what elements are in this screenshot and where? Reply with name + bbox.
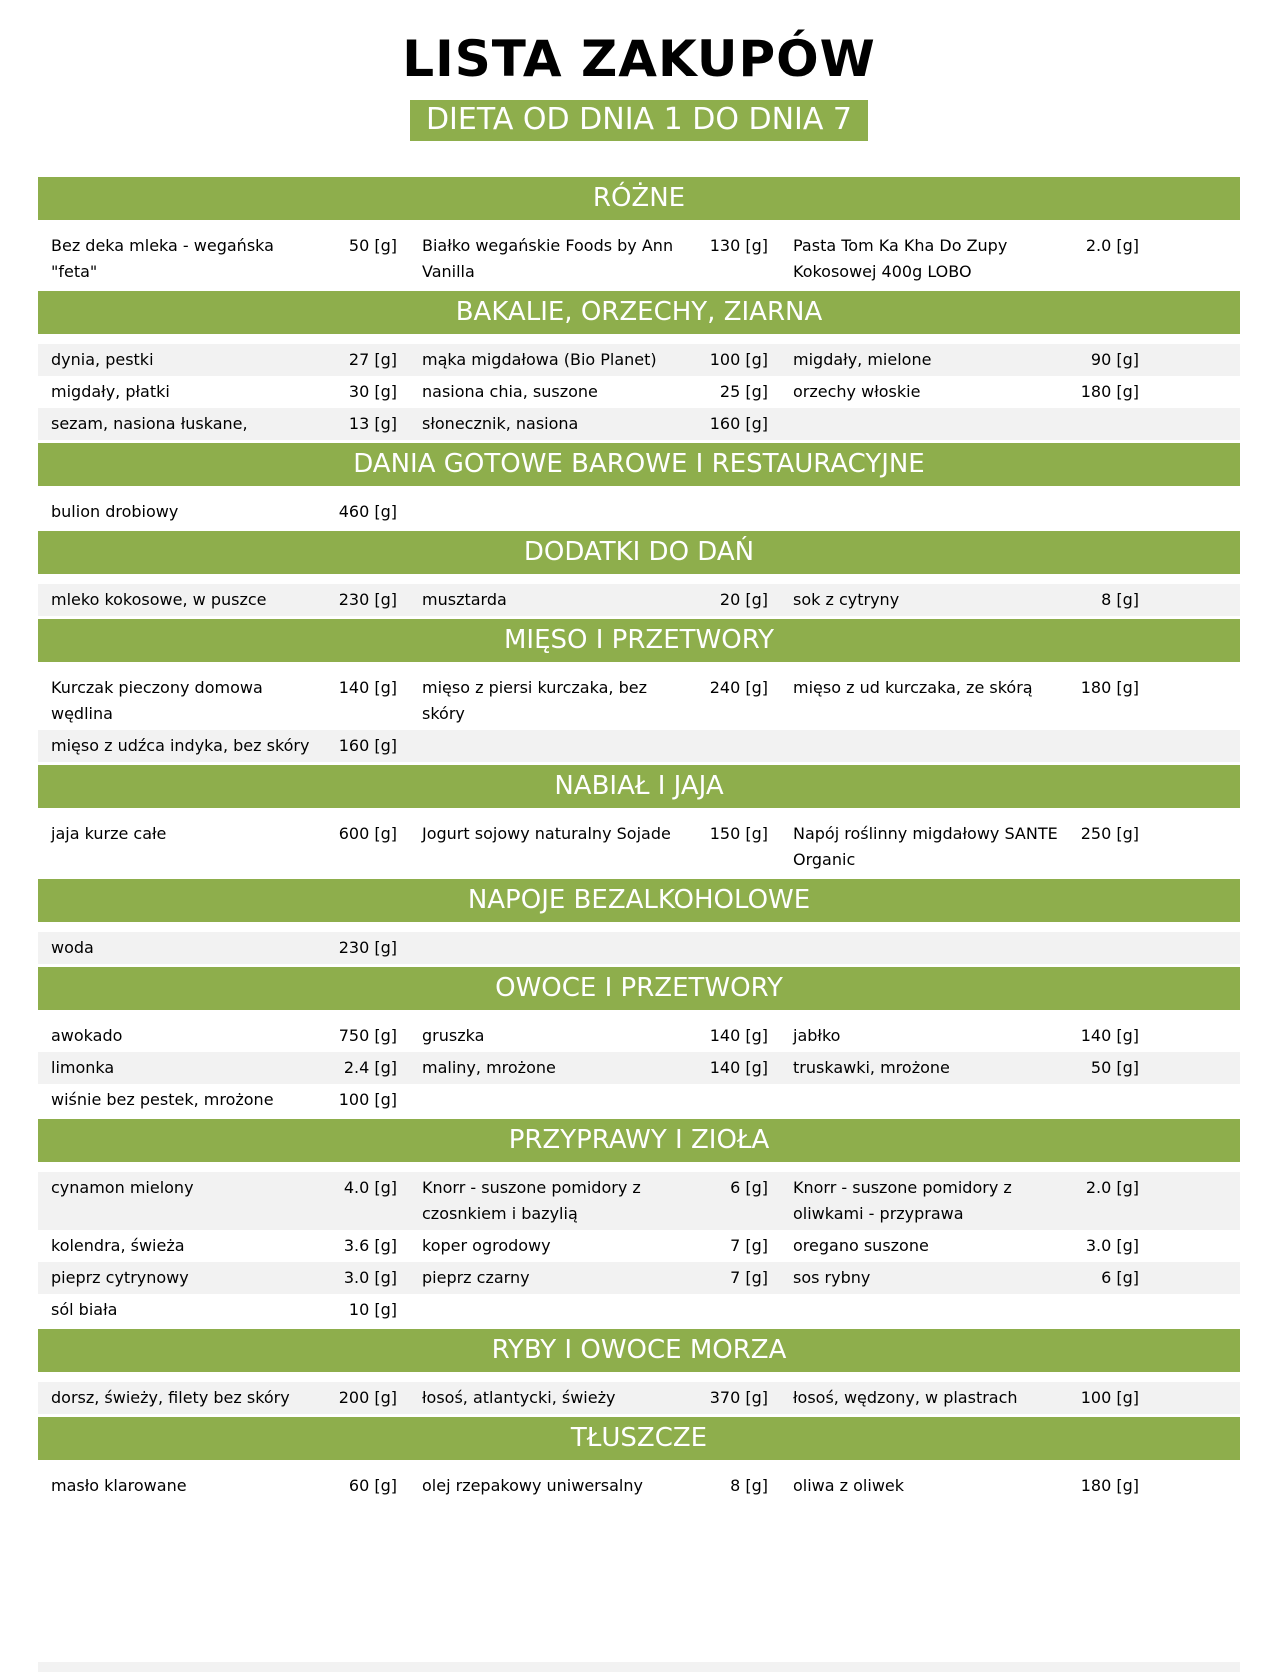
item-name: mąka migdałowa (Bio Planet) [422, 350, 657, 369]
item-quantity: 2.0 [g] [1085, 236, 1139, 255]
item-name: migdały, płatki [51, 382, 170, 401]
item-name: limonka [51, 1058, 115, 1077]
list-item [422, 1023, 768, 1049]
section-header: RÓŻNE [38, 177, 1240, 220]
item-name: Jogurt sojowy naturalny Sojade [422, 824, 671, 843]
item-name: Bez deka mleka - wegańska "feta" [51, 236, 274, 281]
diet-range-banner: DIETA OD DNIA 1 DO DNIA 7 [410, 100, 868, 141]
item-row [38, 1262, 1240, 1294]
page-content [38, 30, 1240, 1502]
item-row [38, 1172, 1240, 1230]
item-quantity: 750 [g] [338, 1026, 397, 1045]
list-item [51, 1385, 397, 1411]
item-quantity: 3.6 [g] [343, 1236, 397, 1255]
list-item [51, 1233, 397, 1259]
list-item [51, 935, 397, 961]
list-item [422, 821, 768, 873]
item-name: mięso z udźca indyka, bez skóry [51, 736, 310, 755]
item-quantity: 230 [g] [338, 590, 397, 609]
item-row [38, 230, 1240, 288]
bottom-row-strip [38, 1662, 1240, 1672]
item-name: sos rybny [793, 1268, 871, 1287]
item-row [38, 1230, 1240, 1262]
item-name: słonecznik, nasiona [422, 414, 579, 433]
list-item [51, 1265, 397, 1291]
item-name: pieprz cytrynowy [51, 1268, 189, 1287]
item-name: cynamon mielony [51, 1178, 194, 1197]
item-name: awokado [51, 1026, 123, 1045]
item-quantity: 8 [g] [730, 1476, 768, 1495]
item-quantity: 180 [g] [1080, 678, 1139, 697]
list-item [51, 1473, 397, 1499]
item-name: migdały, mielone [793, 350, 932, 369]
item-row [38, 818, 1240, 876]
list-item [422, 1233, 768, 1259]
item-quantity: 250 [g] [1080, 824, 1139, 843]
item-name: Knorr - suszone pomidory z oliwkami - przyprawa [793, 1178, 1012, 1223]
item-quantity: 140 [g] [709, 1026, 768, 1045]
item-name: musztarda [422, 590, 507, 609]
list-item [51, 499, 397, 525]
list-item [793, 1175, 1139, 1227]
list-item [422, 1265, 768, 1291]
empty-cell [793, 1297, 1139, 1323]
list-item [51, 233, 397, 285]
empty-cell [793, 935, 1139, 961]
item-quantity: 240 [g] [709, 678, 768, 697]
list-item [51, 733, 397, 759]
section-header: NABIAŁ I JAJA [38, 765, 1240, 808]
item-row [38, 1020, 1240, 1052]
item-name: Kurczak pieczony domowa wędlina [51, 678, 263, 723]
item-quantity: 7 [g] [730, 1268, 768, 1287]
item-quantity: 6 [g] [1101, 1268, 1139, 1287]
item-quantity: 200 [g] [338, 1388, 397, 1407]
list-item [51, 1023, 397, 1049]
list-item [422, 347, 768, 373]
item-quantity: 100 [g] [1080, 1388, 1139, 1407]
section-header: BAKALIE, ORZECHY, ZIARNA [38, 291, 1240, 334]
item-quantity: 60 [g] [348, 1476, 397, 1495]
item-name: kolendra, świeża [51, 1236, 185, 1255]
item-quantity: 8 [g] [1101, 590, 1139, 609]
item-name: koper ogrodowy [422, 1236, 551, 1255]
list-item [793, 587, 1139, 613]
list-item [51, 675, 397, 727]
item-name: sól biała [51, 1300, 118, 1319]
list-item [793, 233, 1139, 285]
item-quantity: 100 [g] [709, 350, 768, 369]
item-name: bulion drobiowy [51, 502, 179, 521]
empty-cell [422, 1087, 768, 1113]
item-quantity: 140 [g] [1080, 1026, 1139, 1045]
list-item [422, 379, 768, 405]
item-quantity: 50 [g] [1090, 1058, 1139, 1077]
list-item [51, 347, 397, 373]
item-row [38, 1294, 1240, 1326]
section-header: DANIA GOTOWE BAROWE I RESTAURACYJNE [38, 443, 1240, 486]
list-item [51, 379, 397, 405]
item-quantity: 460 [g] [338, 502, 397, 521]
item-name: nasiona chia, suszone [422, 382, 598, 401]
list-item [793, 1055, 1139, 1081]
list-item [422, 1385, 768, 1411]
item-quantity: 160 [g] [338, 736, 397, 755]
item-name: oliwa z oliwek [793, 1476, 905, 1495]
item-name: maliny, mrożone [422, 1058, 556, 1077]
item-name: pieprz czarny [422, 1268, 530, 1287]
list-item [51, 1087, 397, 1113]
list-item [51, 821, 397, 873]
item-row [38, 672, 1240, 730]
item-quantity: 4.0 [g] [343, 1178, 397, 1197]
list-item [793, 1473, 1139, 1499]
list-item [51, 1055, 397, 1081]
item-name: wiśnie bez pestek, mrożone [51, 1090, 274, 1109]
item-name: sok z cytryny [793, 590, 900, 609]
item-row [38, 344, 1240, 376]
item-name: mięso z piersi kurczaka, bez skóry [422, 678, 647, 723]
item-row [38, 730, 1240, 762]
empty-cell [793, 733, 1139, 759]
item-quantity: 2.4 [g] [343, 1058, 397, 1077]
item-name: sezam, nasiona łuskane, [51, 414, 248, 433]
item-quantity: 370 [g] [709, 1388, 768, 1407]
item-quantity: 600 [g] [338, 824, 397, 843]
item-name: dorsz, świeży, filety bez skóry [51, 1388, 290, 1407]
item-row [38, 496, 1240, 528]
item-row [38, 1052, 1240, 1084]
item-quantity: 180 [g] [1080, 382, 1139, 401]
item-quantity: 90 [g] [1090, 350, 1139, 369]
item-name: jaja kurze całe [51, 824, 167, 843]
empty-cell [793, 411, 1139, 437]
item-quantity: 3.0 [g] [1085, 1236, 1139, 1255]
list-item [793, 347, 1139, 373]
item-name: truskawki, mrożone [793, 1058, 950, 1077]
list-item [51, 1175, 397, 1227]
empty-cell [422, 1297, 768, 1323]
list-item [793, 1233, 1139, 1259]
section-header: OWOCE I PRZETWORY [38, 967, 1240, 1010]
empty-cell [422, 733, 768, 759]
list-item [793, 1265, 1139, 1291]
item-quantity: 13 [g] [348, 414, 397, 433]
list-item [422, 587, 768, 613]
item-name: gruszka [422, 1026, 485, 1045]
item-name: mleko kokosowe, w puszce [51, 590, 267, 609]
list-item [422, 1473, 768, 1499]
item-row [38, 1084, 1240, 1116]
item-quantity: 180 [g] [1080, 1476, 1139, 1495]
empty-cell [793, 1087, 1139, 1113]
section-header: TŁUSZCZE [38, 1417, 1240, 1460]
list-item [422, 1175, 768, 1227]
item-quantity: 100 [g] [338, 1090, 397, 1109]
item-quantity: 7 [g] [730, 1236, 768, 1255]
item-name: olej rzepakowy uniwersalny [422, 1476, 643, 1495]
item-quantity: 150 [g] [709, 824, 768, 843]
page-title: LISTA ZAKUPÓW [402, 30, 876, 88]
item-quantity: 20 [g] [719, 590, 768, 609]
sections-container [38, 177, 1240, 1502]
empty-cell [422, 935, 768, 961]
item-quantity: 140 [g] [709, 1058, 768, 1077]
item-name: Knorr - suszone pomidory z czosnkiem i bazylią [422, 1178, 641, 1223]
item-quantity: 230 [g] [338, 938, 397, 957]
section-header: PRZYPRAWY I ZIOŁA [38, 1119, 1240, 1162]
list-item [422, 411, 768, 437]
item-quantity: 130 [g] [709, 236, 768, 255]
item-quantity: 10 [g] [348, 1300, 397, 1319]
item-name: Napój roślinny migdałowy SANTE Organic [793, 824, 1058, 869]
item-name: Białko wegańskie Foods by Ann Vanilla [422, 236, 674, 281]
list-item [793, 1023, 1139, 1049]
section-header: NAPOJE BEZALKOHOLOWE [38, 879, 1240, 922]
item-row [38, 1470, 1240, 1502]
item-row [38, 376, 1240, 408]
item-name: dynia, pestki [51, 350, 154, 369]
list-item [422, 1055, 768, 1081]
item-name: łosoś, wędzony, w plastrach [793, 1388, 1018, 1407]
item-row [38, 584, 1240, 616]
item-name: Pasta Tom Ka Kha Do Zupy Kokosowej 400g LOBO [793, 236, 1008, 281]
item-name: łosoś, atlantycki, świeży [422, 1388, 616, 1407]
item-quantity: 2.0 [g] [1085, 1178, 1139, 1197]
section-header: DODATKI DO DAŃ [38, 531, 1240, 574]
item-name: masło klarowane [51, 1476, 187, 1495]
item-quantity: 3.0 [g] [343, 1268, 397, 1287]
item-name: orzechy włoskie [793, 382, 921, 401]
item-row [38, 932, 1240, 964]
item-quantity: 50 [g] [348, 236, 397, 255]
item-name: jabłko [793, 1026, 841, 1045]
item-quantity: 140 [g] [338, 678, 397, 697]
list-item [51, 1297, 397, 1323]
item-quantity: 27 [g] [348, 350, 397, 369]
item-row [38, 1382, 1240, 1414]
item-name: woda [51, 938, 94, 957]
empty-cell [422, 499, 768, 525]
list-item [422, 675, 768, 727]
list-item [422, 233, 768, 285]
item-name: mięso z ud kurczaka, ze skórą [793, 678, 1033, 697]
section-header: RYBY I OWOCE MORZA [38, 1329, 1240, 1372]
empty-cell [793, 499, 1139, 525]
list-item [793, 675, 1139, 727]
list-item [51, 411, 397, 437]
item-row [38, 408, 1240, 440]
item-quantity: 6 [g] [730, 1178, 768, 1197]
section-header: MIĘSO I PRZETWORY [38, 619, 1240, 662]
list-item [51, 587, 397, 613]
item-quantity: 25 [g] [719, 382, 768, 401]
list-item [793, 821, 1139, 873]
list-item [793, 1385, 1139, 1411]
item-quantity: 30 [g] [348, 382, 397, 401]
list-item [793, 379, 1139, 405]
item-name: oregano suszone [793, 1236, 929, 1255]
item-quantity: 160 [g] [709, 414, 768, 433]
